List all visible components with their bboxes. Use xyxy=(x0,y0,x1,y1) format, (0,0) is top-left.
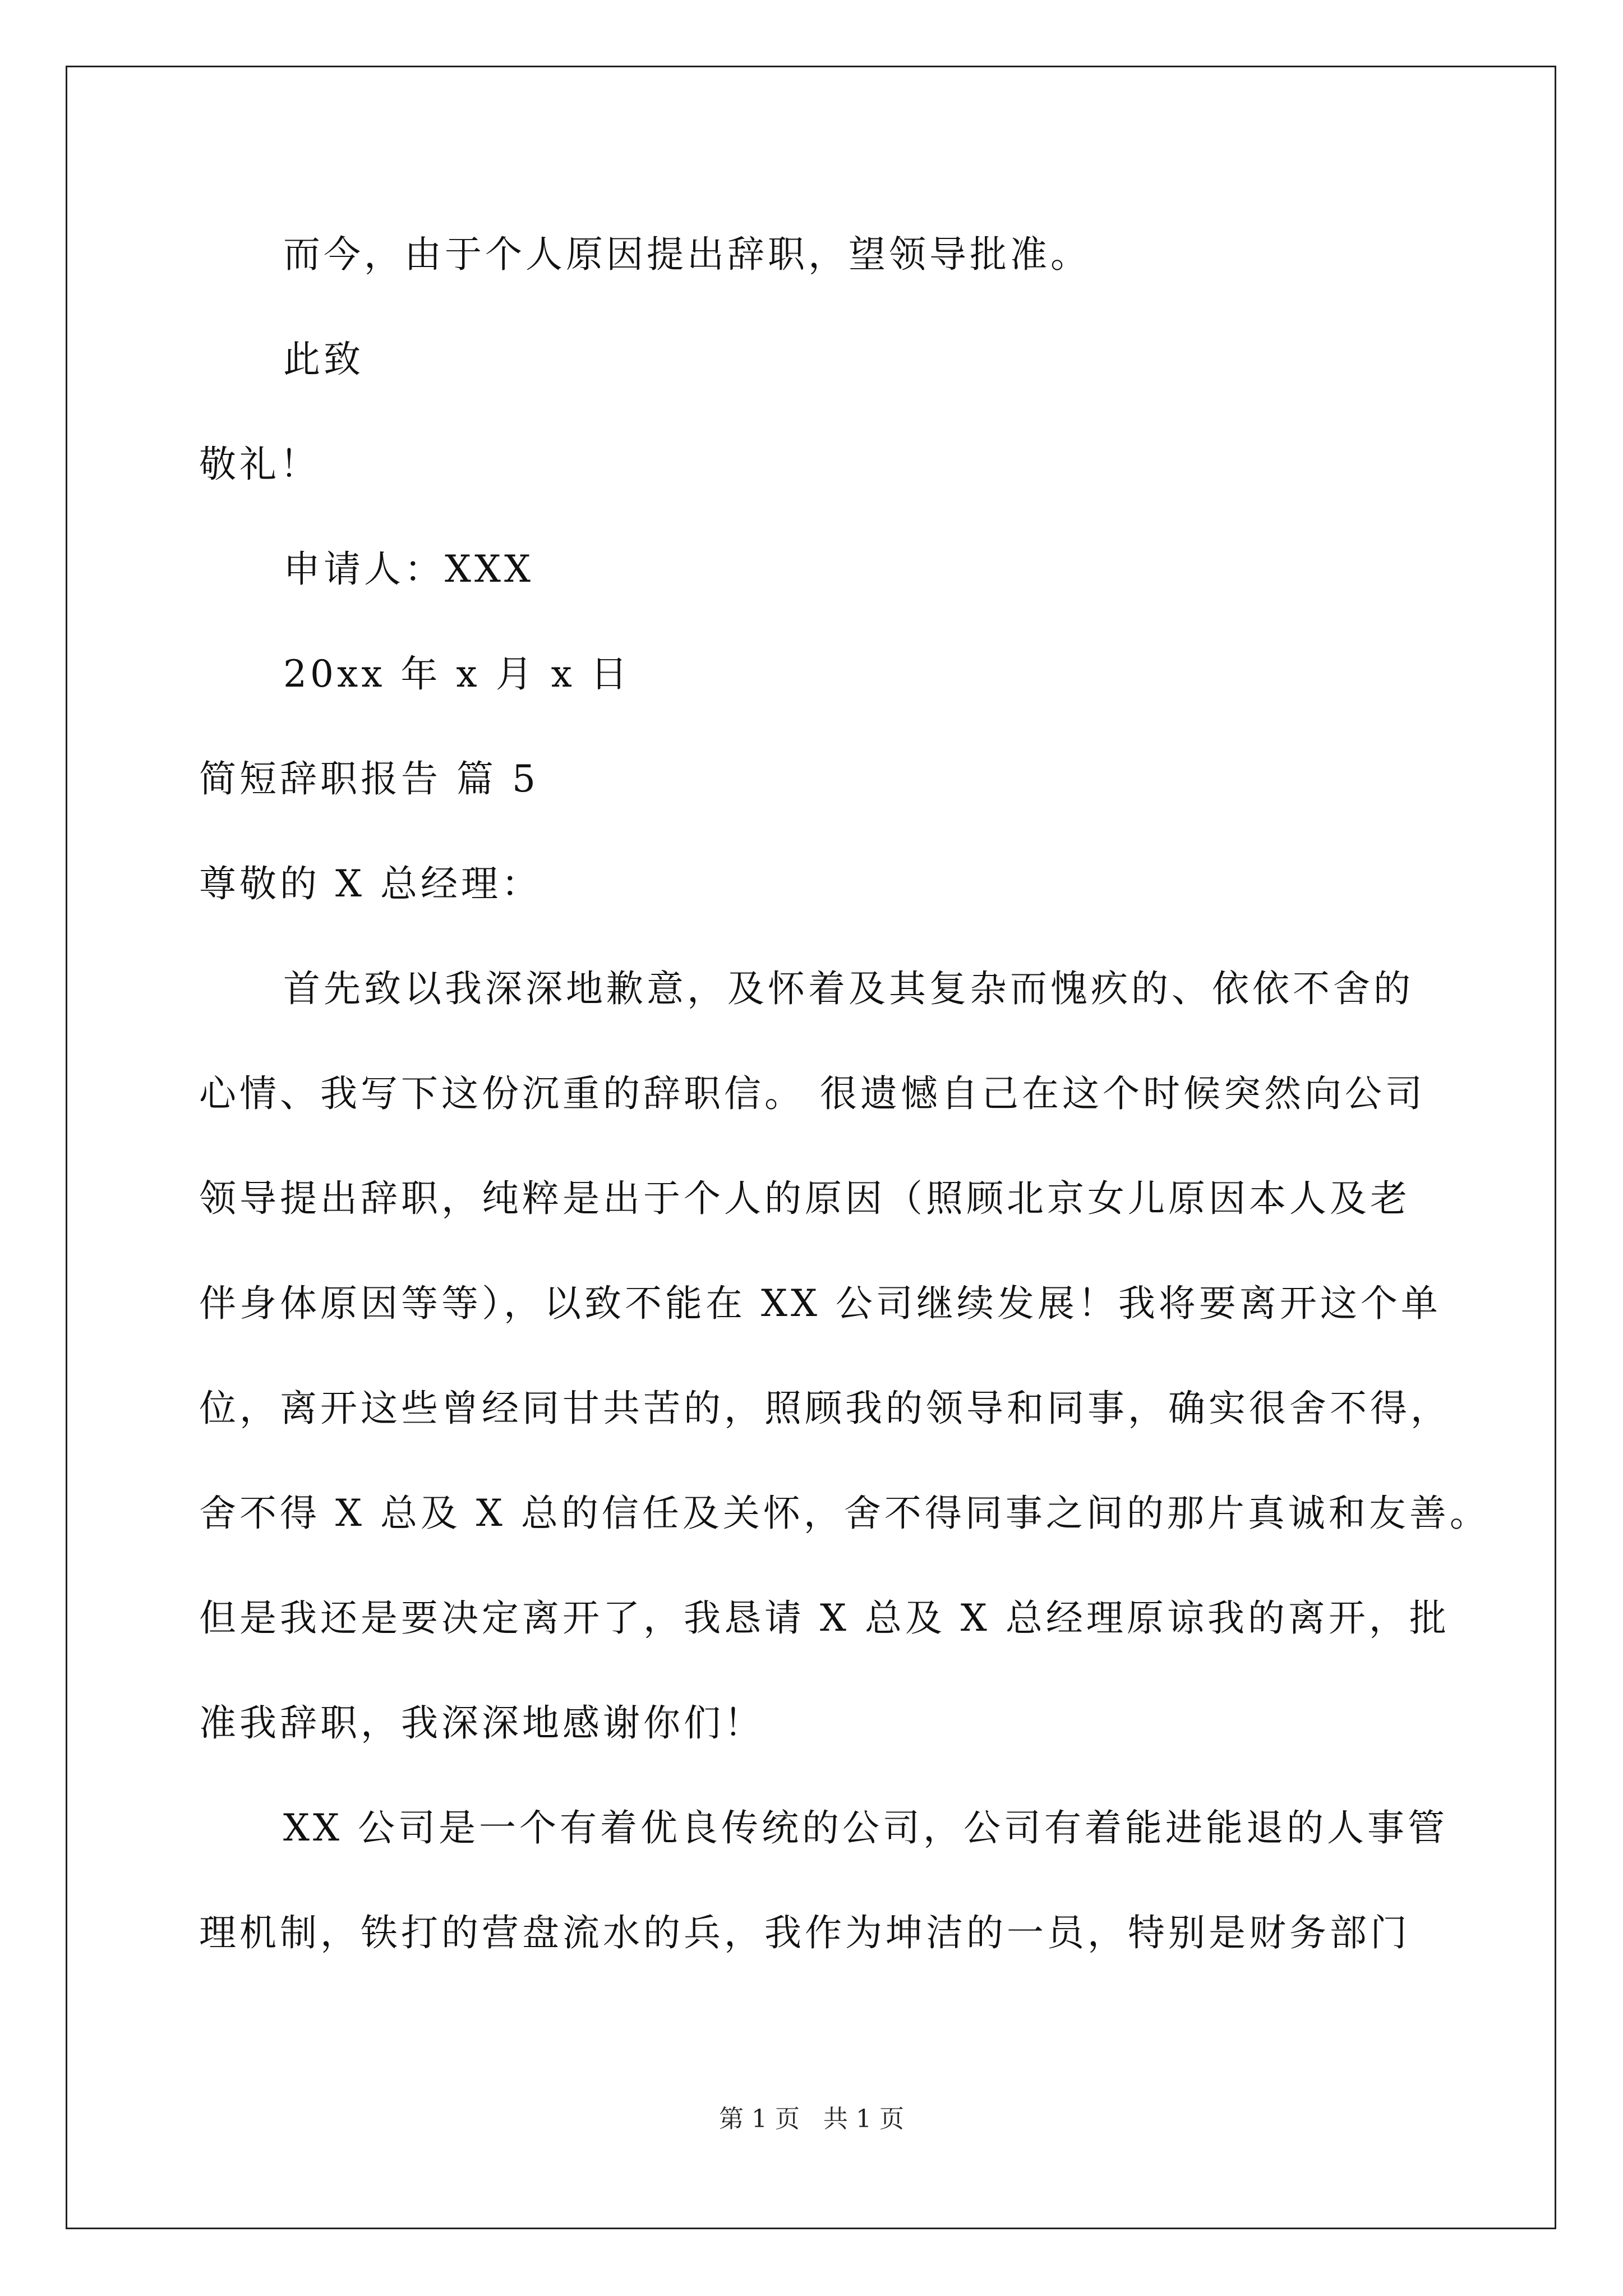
text-line: 此致 xyxy=(283,338,364,381)
text-line: 申请人：XXX xyxy=(283,547,534,591)
text-line: 准我辞职，我深深地感谢你们！ xyxy=(199,1701,764,1745)
page-footer: 第 1 页 共 1 页 xyxy=(719,2105,904,2133)
text-line: 位，离开这些曾经同甘共苦的，照顾我的领导和同事，确实很舍不得， xyxy=(199,1387,1451,1430)
page-border xyxy=(66,66,1556,2229)
text-line: 20xx 年 x 月 x 日 xyxy=(283,652,631,696)
text-line: 舍不得 X 总及 X 总的信任及关怀，舍不得同事之间的那片真诚和友善。 xyxy=(199,1492,1490,1535)
text-line: 理机制，铁打的营盘流水的兵，我作为坤洁的一员，特别是财务部门 xyxy=(199,1911,1410,1954)
text-line: 伴身体原因等等），以致不能在 XX 公司继续发展！我将要离开这个单 xyxy=(199,1282,1441,1325)
text-line: 心情、我写下这份沉重的辞职信。 很遗憾自己在这个时候突然向公司 xyxy=(199,1072,1426,1115)
text-line: 而今，由于个人原因提出辞职，望领导批准。 xyxy=(283,233,1091,276)
text-line: 敬礼！ xyxy=(199,443,320,486)
text-line: 领导提出辞职，纯粹是出于个人的原因（照顾北京女儿原因本人及老 xyxy=(199,1177,1410,1220)
text-line: 首先致以我深深地歉意，及怀着及其复杂而愧疚的、依依不舍的 xyxy=(283,967,1414,1010)
text-line: XX 公司是一个有着优良传统的公司，公司有着能进能退的人事管 xyxy=(283,1806,1448,1849)
section-heading: 简短辞职报告 篇 5 xyxy=(199,757,539,800)
text-line: 但是我还是要决定离开了，我恳请 X 总及 X 总经理原谅我的离开，批 xyxy=(199,1596,1450,1640)
salutation: 尊敬的 X 总经理： xyxy=(199,862,542,905)
